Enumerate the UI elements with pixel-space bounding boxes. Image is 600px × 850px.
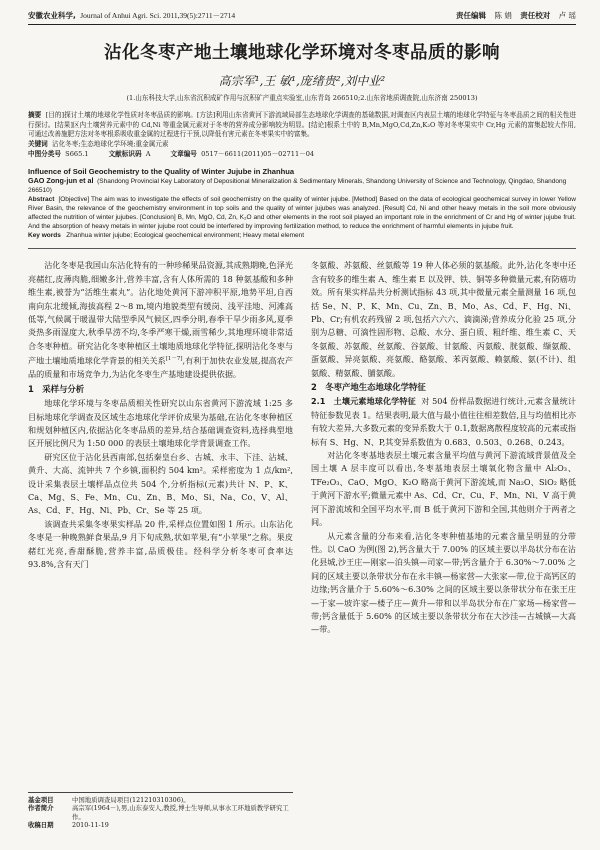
keywords-en-label: Key words [28,232,61,240]
abstract-cn-label: 摘要 [28,111,42,119]
subsection-heading: 2.1 土壤元素地球化学特征 [311,396,416,407]
citation-ref: [1－7] [165,356,183,363]
footnote-block [28,792,293,830]
body-columns [28,259,576,636]
journal-citation-en: Journal of Anhui Agri. Sci. 2011,39(5):2711－2714 [80,11,236,20]
abstract-en-label: Abstract [28,196,55,204]
abstract-en [28,195,576,231]
article-no-label: 文章编号 [170,150,197,159]
body-paragraph: 从元素含量的分布来看,沾化冬枣种植基地的元素含量呈明显的分带性。以 CaO 为例(图 2),钙含量大于 7.00% 的区域主要以半岛状分布在沾化县城,沙王庄—刚家—泊头镇—司家—带;钙含量介于 6.30%～7.00% 之间的区域主要以条带状分布在永丰镇—杨家营—大张家—带,位于高钙区的边缘;钙含量介于 5.60%～6.30% 之间的区域主要以条带状分布在张王庄—于家—坡许家—楼子庄—黄升—带和以半岛状分布在广家场—杨家营—带;钙含量低于 5.60% 的区域主要以条带状分布在大沙洼—古城镇—大高—带。 [311,530,576,635]
keywords-cn-text: 沾化冬枣;生态地球化学环境;重金属元素 [51,139,169,148]
received-date-label: 收稿日期 [28,821,54,830]
editor-name: 陈 娟 [494,11,512,20]
body-paragraph: 地球化学环境与冬枣品质相关性研究以山东省黄河下游流域 1:25 多目标地球化学调查及区域生态地球化学评价成果为基础,在沾化冬枣种植区和规划种植区内,依据沾化冬枣品质的差异,结合基础调查资料,选择典型地区开展比例尺为 1:50 000 的表层土壤地球化学背景调查工作。 [28,398,293,449]
body-paragraph: 该调查共采集冬枣果实样品 20 件,采样点位置如图 1 所示。山东沾化冬枣是一种晚熟鲜食果品,9 月下旬成熟,状如苹果,有“小苹果”之称。果皮赭红光亮,香甜酥脆,营养丰富,品质极佳。经科学分析冬枣可食率达 93.8%,含有天门 [28,518,293,569]
authors-en-block [28,176,576,195]
doc-code-label: 文献标识码 [108,150,142,159]
title-en: Influence of Soil Geochemistry to the Quality of Winter Jujube in Zhanhua [28,167,295,177]
authors-en: GAO Zong-jun et al [28,176,94,186]
clc-value: S665.1 [65,150,89,159]
keywords-cn [28,140,576,150]
clc-label: 中图分类号 [28,150,61,159]
article-no-value: 0517－6611(2011)05－02711－04 [201,150,315,159]
abstract-cn-text: [目的]探讨土壤的地球化学性质对冬枣品质的影响。[方法]利用山东省黄河下游流域局部生态地球化学调查的基础数据,对调查区内表层土壤的地球化学特征与冬枣品质之间的相关性进行探讨。[结果]区内土壤营养元素中的 Cd,Ni 等重金属元素对于冬枣的营养成分影响较为明显。[结论]根系土中的 B,Mn,MgO,Cd,Zn,K₂O 等对冬枣果实中 Cr,Hg 元素的富集起较大作用,可通过改善施肥方法对冬枣根系吸收重金属的过程进行干预,以降低有害元素在冬枣果实中的富集。 [28,111,576,139]
proofreader-label: 责任校对 [520,11,551,20]
keywords-en [28,231,576,249]
bio-label: 作者简介 [28,804,54,813]
body-paragraph: 2.1 土壤元素地球化学特征 对 504 份样品数据进行统计,元素含量统计特征参数见表 1。结果表明,最大值与最小值往往相差数倍,且与均值相比亦有较大差异,大多数元素的变异系数大于 0.1,数据离散程度较高的元素或指标有 S、Hg、N、P,其变异系数值为 0.683、0.503、0.268、0.243。 [311,396,576,447]
fund-label: 基金项目 [28,796,54,804]
classification-row [28,149,576,159]
body-left-column [28,259,293,636]
received-date: 2010-11-19 [72,821,109,830]
section-heading: 2 冬枣产地生态地球化学特征 [311,382,426,393]
article-authors: 高宗军¹,王 敏¹,庞绪贵²,刘中业² [218,74,386,88]
article-title: 沾化冬枣产地土壤地球化学环境对冬枣品质的影响 [104,43,500,63]
body-paragraph: 对沾化冬枣基地表层土壤元素含量平均值与黄河下游流域背景值及全国土壤 A 层丰度可以看出,冬枣基地表层土壤氧化物含量中 Al₂O₃、TFe₂O₃、CaO、MgO、K₂O 略高于黄河下游流域,而 Na₂O、SiO₂ 略低于黄河下游水平;微量元素中 As、Cd、Cr、Cu、F、Mn、Ni、V 高于黄河下游流域和全国平均水平,而 B 低于黄河下游和全国,其他则介于两者之间。 [311,450,576,528]
editor-label: 责任编辑 [456,11,487,20]
running-head [28,10,576,25]
abstract-en-text: [Objective] The aim was to investigate the effects of soil geochemistry on the quality of winter jujube. [Method] Based on the data of ecological geochemical survey in lower Yellow River Basin, the relevance of the geochemistry environment in top soils and the quality of winter jujubes was analyzed. [Result] Cd, Ni and other heavy metals in the soil more obviously affected the nutrition of winter jujubes. [Conclusion] B, Mn, MgO, Cd, Zn, K₂O and other elements in the root soil played an important role in the enrichment of Cr and Hg of winter jujube fruit. And the absorption of heavy metals in winter jujube root could be interfered by improving fertilization method, to reduce the enrichment of harmful elements in jujube fruit. [28,196,576,231]
doc-code-value: A [145,150,151,159]
body-paragraph: 冬氨酸、苏氨酸、丝氨酸等 19 种人体必须的氨基酸。此外,沾化冬枣中还含有较多的维生素 A、维生素 E 以及钾、铁、铜等多种微量元素,有防癌功效。所有果实样品共分析测试指标 43 项,其中微量元素全量测量 16 项,包括 Se、N、P、K、Mn、Cu、Zn、B、Mo、As、Cd、F、Hg、Ni、Pb、Cr;有机农药残留 2 项,包括六六六、滴滴涕;营养成分化验 25 项,分别为总糖、可滴性固形物、总酸、水分、蛋白质、粗纤维、维生素 C、天冬氨酸、苏氨酸、丝氨酸、谷氨酸、甘氨酸、丙氨酸、胱氨酸、缬氨酸、蛋氨酸、异亮氨酸、亮氨酸、酪氨酸、苯丙氨酸、赖氨酸、氨(不计)、组氨酸、精氨酸、脯氨酸。 [311,260,576,378]
article-affiliation: (1.山东科技大学,山东省沉积成矿作用与沉积矿产重点实验室,山东青岛 266510;2.山东省地质调查院,山东济南 250013) [126,94,478,102]
abstract-cn [28,111,576,140]
affiliation-en: (Shandong Provincial Key Laboratory of Depositional Mineralization & Sedimentary Minerals, Shandong University of Science and Technology, Qingdao, Shandong 266510) [28,178,567,195]
proofreader-name: 卢 瑶 [558,11,576,20]
bio-text: 高宗军(1964－),男,山东泰安人,教授,博士生导师,从事水工环地质教学研究工作。 [72,804,289,821]
body-right-column [311,259,576,636]
body-paragraph: 研究区位于沾化县西南部,包括秦皇台乡、古城、永丰、下洼、沾城、黄升、大高、流钟共 7 个乡镇,面积约 504 km²。采样密度为 1 点/km²,设计采集表层土壤样品点位共 504 个,分析指标(元素)共计 N、P、K、Ca、Mg、S、Fe、Mn、Cu、Zn、B、Mo、Si、Na、Co、V、Al、As、Cd、F、Hg、Ni、Pb、Cr、Se 等 25 项。 [28,451,293,516]
keywords-cn-label: 关键词 [28,139,48,148]
journal-name-cn: 安徽农业科学, [28,11,76,20]
page [28,10,576,637]
keywords-en-text: Zhanhua winter jujube; Ecological geochemical environment; Heavy metal element [66,232,305,240]
body-paragraph: 沾化冬枣是我国山东沾化特有的一种珍稀果品资源,其成熟期晚,色泽光亮赭红,皮薄肉脆,细嫩多汁,营养丰富,含有人体所需的 18 种氨基酸和多种维生素,被誉为“活维生素丸”。沾化地处黄河下游冲积平原,地势平坦,自西南向东北缓倾,海拔高程 2～8 m,境内地貌类型有缓岗、浅平洼地、河滩高低等,气候属于暖温带大陆型季风气候区,四季分明,春季干旱少雨多风,夏季炎热多雨湿度大,秋季旱涝不均,冬季严寒干燥,雨雪稀少,其地理环境非常适合冬枣种植。研究沾化冬枣种植区土壤地质地球化学特征,探明沾化冬枣与产地土壤地质地球化学背景的相关关系[1－7],有利于加快农业发展,提高农产品的质量和市场竞争力,为沾化冬枣生产基地建设提供依据。 [28,260,293,380]
section-heading: 1 采样与分析 [28,383,85,394]
fund-text: 中国地质调查局项目(121210310306)。 [72,796,190,804]
